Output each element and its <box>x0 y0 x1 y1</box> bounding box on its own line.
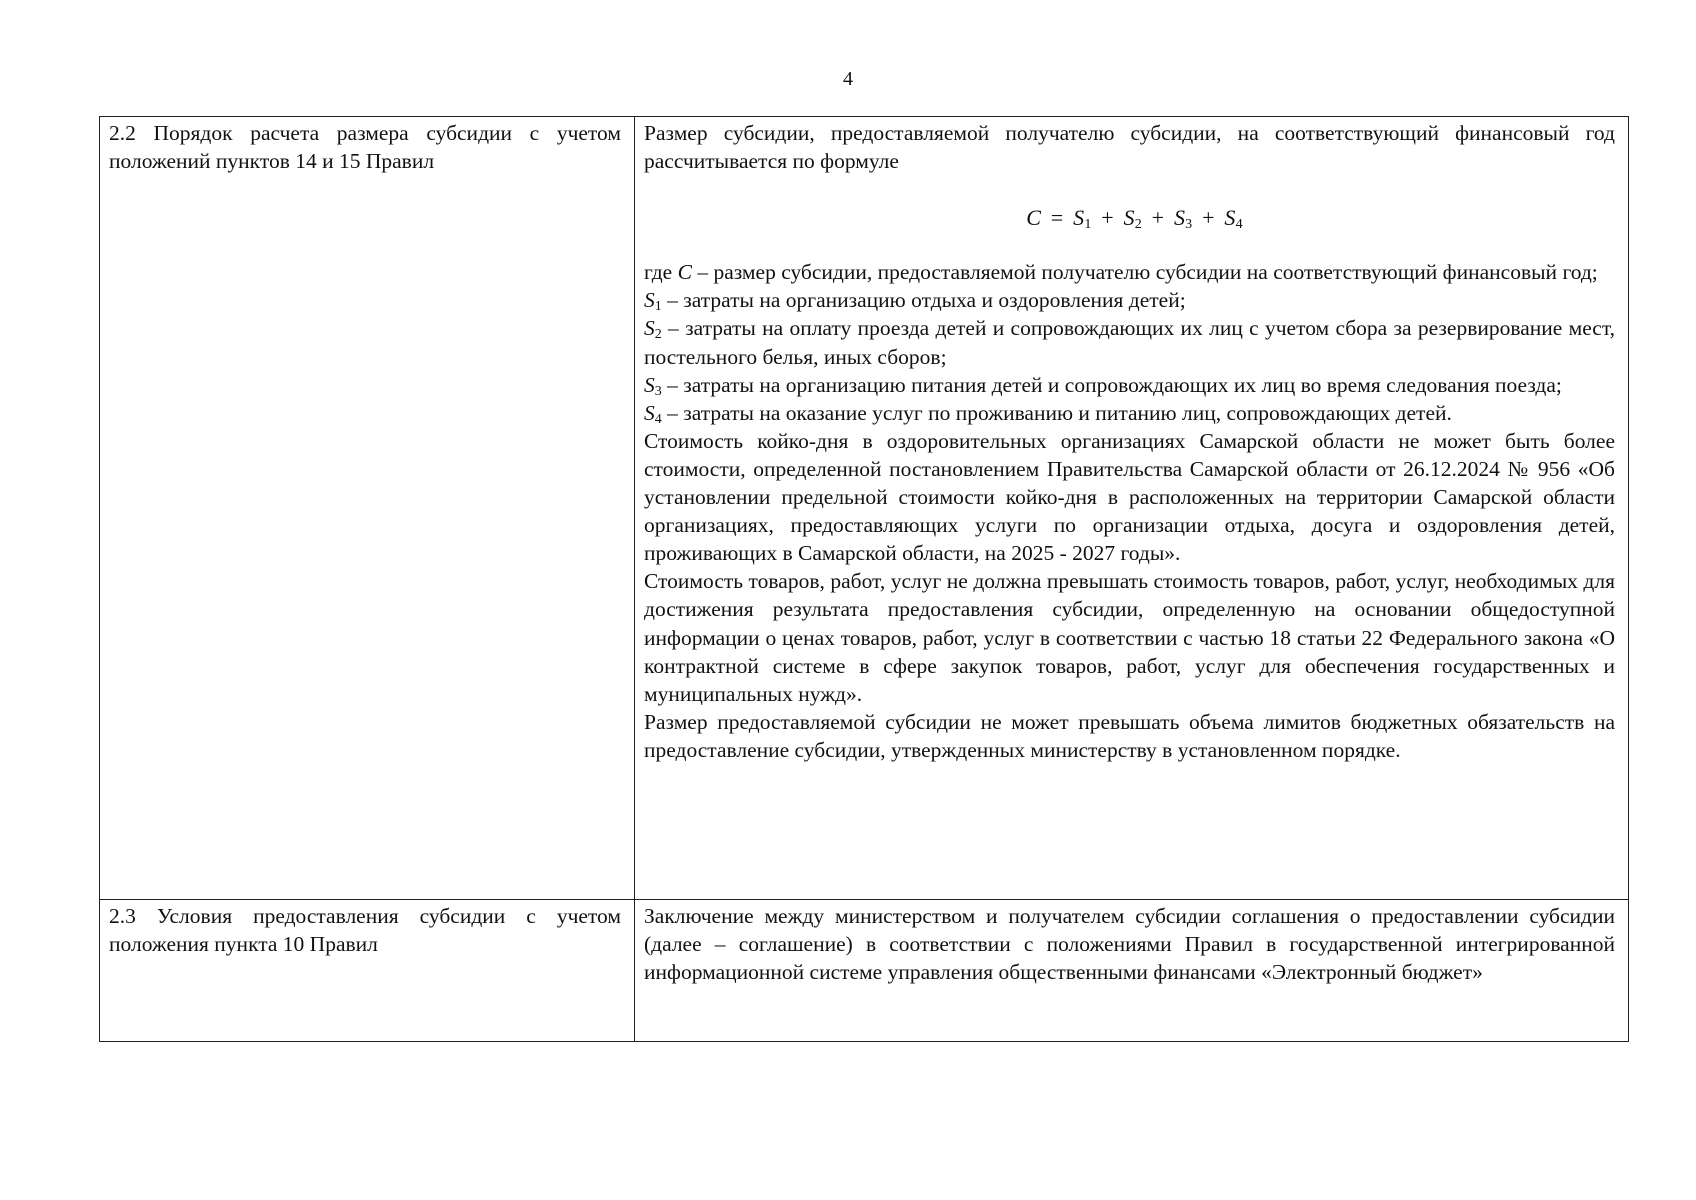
row-heading-text: 2.2 Порядок расчета размера субсидии с учетом положений пунктов 14 и 15 Правил <box>109 121 621 174</box>
page-number: 4 <box>843 68 853 90</box>
term-index: 4 <box>1235 217 1243 233</box>
term-index: 1 <box>1084 217 1092 233</box>
where-word: где <box>644 260 673 285</box>
row-heading-2-3 <box>100 900 635 1042</box>
var-s1: $S_1$ <box>644 288 662 315</box>
definition-c <box>644 258 1615 286</box>
formula-term-s2 <box>1123 205 1142 233</box>
row-content-2-3 <box>635 900 1629 1042</box>
row-heading-2-2 <box>100 117 635 900</box>
formula-equals: = <box>1050 205 1064 231</box>
paragraph-subsidy-limit: Размер предоставляемой субсидии не может превышать объема лимитов бюджетных обязательств на предоставление субсидии, утвержденных министерству в установленном порядке. <box>644 709 1615 762</box>
var-c: C <box>677 260 692 285</box>
var-s3: $S_3$ <box>644 372 662 399</box>
term-index: 3 <box>1185 217 1193 233</box>
paragraph-bed-day-cost: Стоимость койко-дня в оздоровительных организациях Самарской области не может быть более стоимости, определенной постановлением Правительства Самарской области от 26.12.2024 № 956 «Об установлении предельной стоимости койко-дня в расположенных на территории Самарской области организациях, предоставляющих услуги по организации отдыха, досуга и оздоровления детей, проживающих в Самарской области, на 2025 - 2027 годы». <box>644 428 1615 566</box>
table-row <box>100 117 1629 900</box>
formula-term-s1 <box>1073 205 1092 233</box>
row-heading-text: 2.3 Условия предоставления субсидии с учетом положения пункта 10 Правил <box>109 904 621 957</box>
formula-term-s4 <box>1224 205 1243 233</box>
definition-s1 <box>644 286 1615 314</box>
term-index: 2 <box>1134 217 1142 233</box>
document-table <box>99 116 1629 1042</box>
intro-paragraph: Размер субсидии, предоставляемой получателю субсидии, на соответствующий финансовый год рассчитывается по формуле <box>644 121 1615 174</box>
formula-lhs: C <box>1026 205 1042 231</box>
table-row <box>100 900 1629 1042</box>
definition-s4-text: – затраты на оказание услуг по проживанию и питанию лиц, сопровождающих детей. <box>661 400 1452 425</box>
var-s2: $S_2$ <box>644 316 662 343</box>
formula-term-s3 <box>1173 205 1193 233</box>
definition-s4 <box>644 399 1615 427</box>
formula-definitions <box>644 258 1615 764</box>
var-s4: $S_4$ <box>644 400 662 427</box>
paragraph-goods-cost: Стоимость товаров, работ, услуг не должна превышать стоимость товаров, работ, услуг, необходимых для достижения результата предоставления субсидии, определенную на основании общедоступной информации о ценах товаров, работ, услуг в соответствии с частью 18 статьи 22 Федерального закона «О контрактной системе в сфере закупок товаров, работ, услуг для обеспечения государственных и муниципальных нужд». <box>644 569 1615 706</box>
definition-s2-text: – затраты на оплату проезда детей и сопровождающих их лиц с учетом сбора за резервирование мест, постельного белья, иных сборов; <box>644 316 1615 369</box>
term-symbol: S <box>1173 205 1186 231</box>
definition-s3-text: – затраты на организацию питания детей и сопровождающих их лиц во время следования поезда; <box>661 372 1562 397</box>
agreement-paragraph: Заключение между министерством и получателем субсидии соглашения о предоставлении субсидии (далее – соглашение) в соответствии с положениями Правил в государственной интегрированной информационной системе управления общественными финансами «Электронный бюджет» <box>644 904 1615 985</box>
formula-plus: + <box>1202 205 1215 231</box>
formula-plus: + <box>1101 205 1114 231</box>
definition-s3 <box>644 371 1615 399</box>
definition-s2 <box>644 314 1615 370</box>
definition-s1-text: – затраты на организацию отдыха и оздоровления детей; <box>661 288 1186 313</box>
term-symbol: S <box>1073 205 1085 231</box>
definition-c-text: – размер субсидии, предоставляемой получателю субсидии на соответствующий финансовый год; <box>691 260 1598 285</box>
subsidy-formula <box>654 204 1615 232</box>
term-symbol: S <box>1224 205 1236 231</box>
row-content-2-2 <box>635 117 1629 900</box>
term-symbol: S <box>1123 205 1135 231</box>
formula-plus: + <box>1151 205 1165 231</box>
